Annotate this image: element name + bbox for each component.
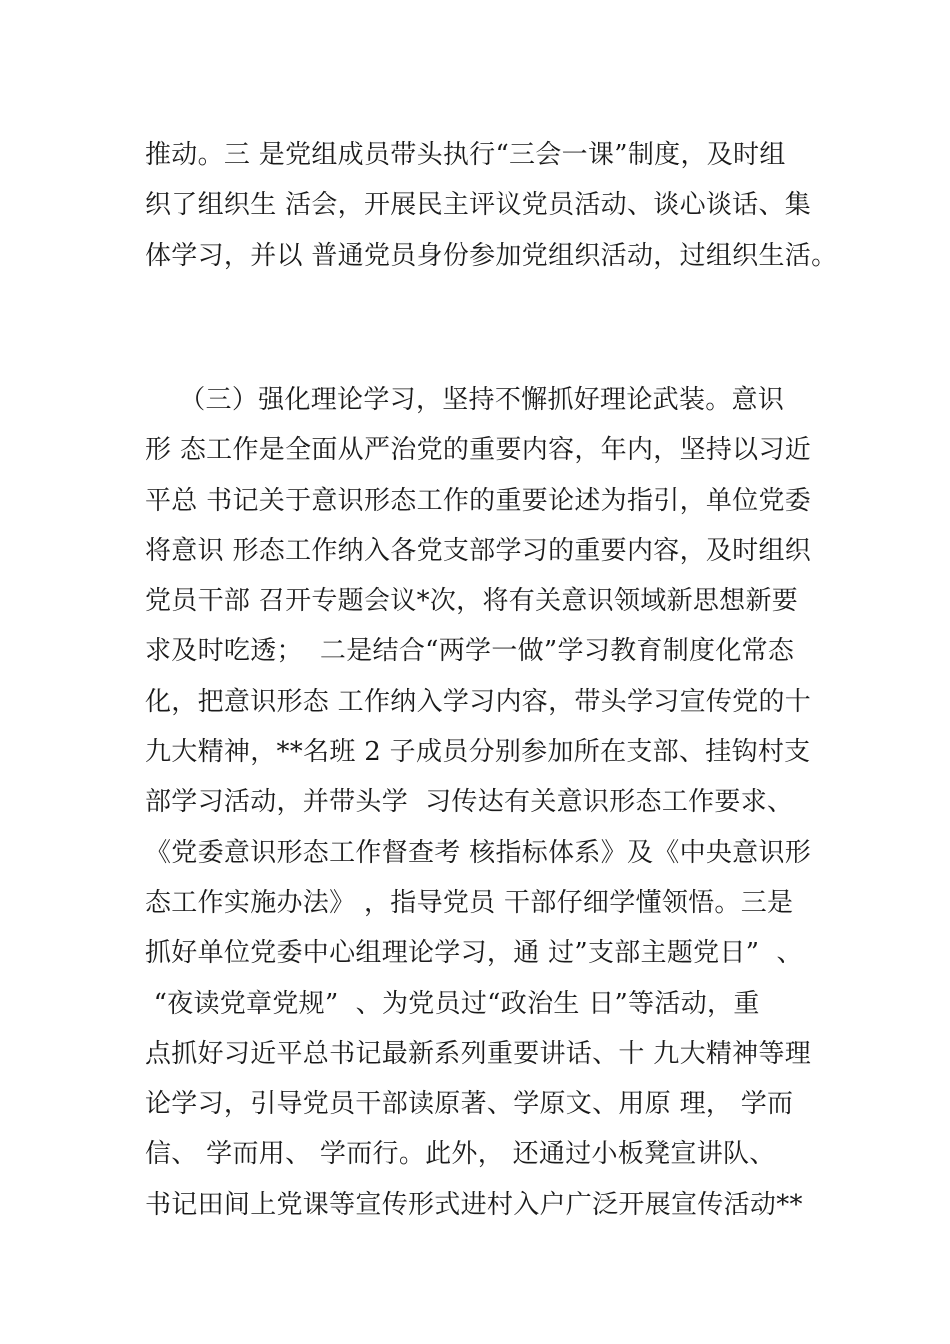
text-line: 推动。三 是党组成员带头执行“三会一课”制度，及时组	[145, 140, 786, 170]
text-line: 九大精神，**名班 2 子成员分别参加所在支部、挂钩村支	[145, 737, 811, 768]
text-line: 党员干部 召开专题会议*次，将有关意识领域新思想新要	[145, 586, 799, 617]
text-line: 《党委意识形态工作督查考 核指标体系》及《中央意识形	[145, 837, 812, 868]
text-line: “夜读党章党规” 、为党员过“政治生 日”等活动，重	[145, 988, 760, 1019]
text-line: 点抓好习近平总书记最新系列重要讲话、十 九大精神等理	[145, 1038, 812, 1069]
text-line: （三）强化理论学习，坚持不懈抓好理论武装。意识	[145, 385, 785, 415]
text-line: 体学习，并以 普通党员身份参加党组织活动，过组织生活。	[145, 240, 838, 271]
text-line: 化，把意识形态 工作纳入学习内容，带头学习宣传党的十	[145, 686, 812, 717]
text-line: 态工作实施办法》 ，指导党员 干部仔细学懂领悟。三是	[145, 887, 794, 918]
text-line: 形 态工作是全面从严治党的重要内容，年内，坚持以习近	[145, 435, 812, 466]
text-line: 书记田间上党课等宣传形式进村入户广泛开展宣传活动**	[145, 1189, 803, 1220]
text-line: 织了组织生 活会，开展民主评议党员活动、谈心谈话、集	[145, 190, 812, 221]
text-line: 抓好单位党委中心组理论学习，通 过”支部主题党日” 、	[145, 938, 803, 969]
text-line: 论学习，引导党员干部读原著、学原文、用原 理， 学而	[145, 1089, 794, 1120]
paragraph-theory-study	[145, 375, 835, 1230]
text-line: 部学习活动，并带头学 习传达有关意识形态工作要求、	[145, 787, 794, 818]
text-line: 平总 书记关于意识形态工作的重要论述为指引，单位党委	[145, 485, 812, 516]
text-line: 将意识 形态工作纳入各党支部学习的重要内容，及时组织	[145, 535, 812, 566]
text-line: 信、 学而用、 学而行。此外， 还通过小板凳宣讲队、	[145, 1139, 776, 1170]
paragraph-party-group-activities	[145, 130, 838, 281]
text-line: 求及时吃透； 二是结合“两学一做”学习教育制度化常态	[145, 636, 795, 667]
